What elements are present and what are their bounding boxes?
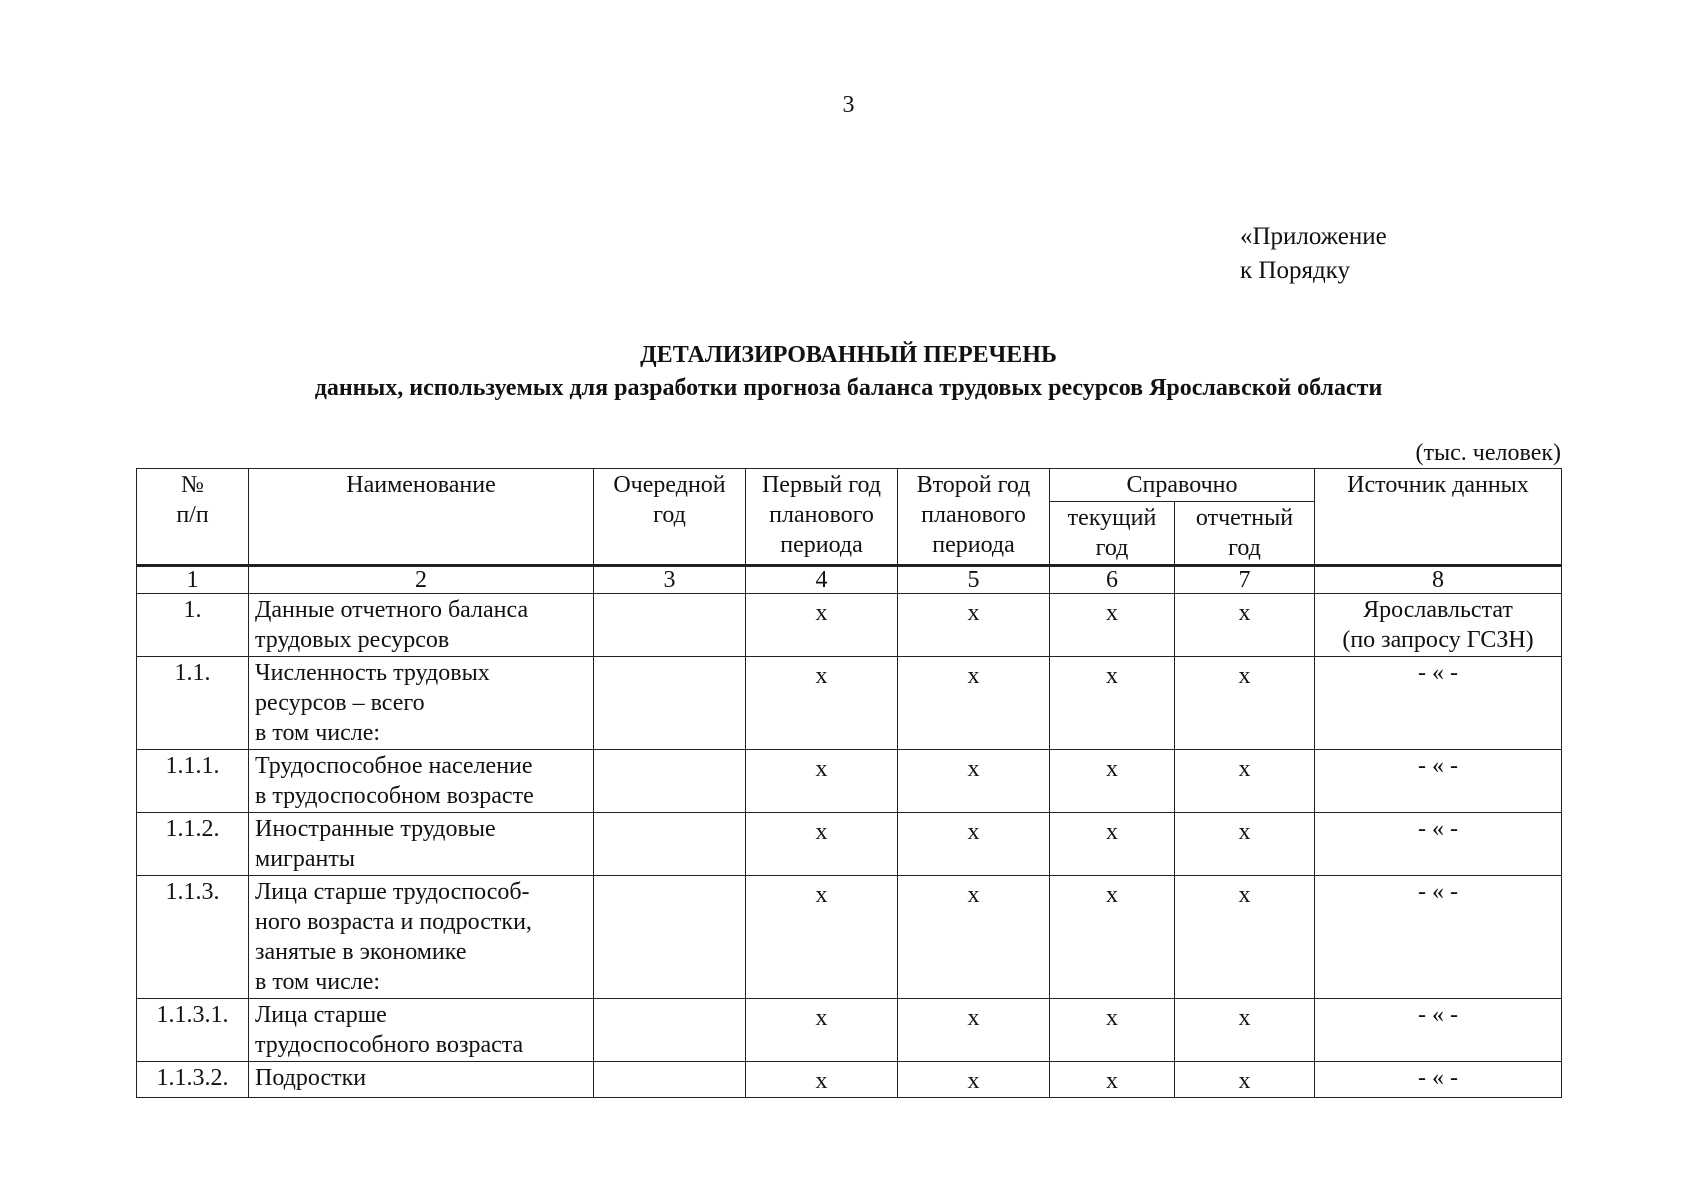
cell-current-year: х [1050, 657, 1175, 750]
cell-first-plan-year: х [746, 999, 898, 1062]
column-number: 5 [898, 566, 1050, 594]
column-number: 3 [594, 566, 746, 594]
header-report-year [1175, 502, 1315, 566]
cell-current-year: х [1050, 999, 1175, 1062]
header-row [137, 469, 1562, 502]
header-next-year-label: Очередной год [613, 472, 726, 528]
cell-first-plan-year: х [746, 1062, 898, 1098]
column-number-row [137, 566, 1562, 594]
table-row [137, 657, 1562, 750]
cell-source: - « - [1315, 876, 1562, 999]
cell-current-year: х [1050, 876, 1175, 999]
document-title: ДЕТАЛИЗИРОВАННЫЙ ПЕРЕЧЕНЬ [640, 342, 1057, 368]
cell-current-year: х [1050, 1062, 1175, 1098]
cell-first-plan-year: х [746, 657, 898, 750]
cell-source: Ярославльстат (по запросу ГСЗН) [1315, 594, 1562, 657]
table-row [137, 876, 1562, 999]
appendix-line-2: к Порядку [1240, 257, 1350, 284]
cell-report-year: х [1175, 876, 1315, 999]
cell-first-plan-year: х [746, 750, 898, 813]
row-number: 1.1.3.1. [137, 999, 249, 1062]
data-list-table [136, 468, 1562, 1098]
row-name: Данные отчетного баланса трудовых ресурсов [249, 594, 594, 657]
header-second-plan-year-label: Второй год планового периода [916, 472, 1031, 558]
header-name [249, 469, 594, 566]
column-number: 8 [1315, 566, 1562, 594]
column-number: 7 [1175, 566, 1315, 594]
cell-report-year: х [1175, 750, 1315, 813]
cell-next-year [594, 750, 746, 813]
header-current-year [1050, 502, 1175, 566]
cell-source: - « - [1315, 1062, 1562, 1098]
cell-second-plan-year: х [898, 999, 1050, 1062]
row-number: 1.1.2. [137, 813, 249, 876]
row-name: Подростки [249, 1062, 594, 1098]
cell-next-year [594, 1062, 746, 1098]
cell-first-plan-year: х [746, 813, 898, 876]
cell-second-plan-year: х [898, 750, 1050, 813]
header-reference-label: Справочно [1126, 472, 1238, 498]
header-num [137, 469, 249, 566]
table-row [137, 1062, 1562, 1098]
column-number: 1 [137, 566, 249, 594]
appendix-reference [1240, 220, 1387, 288]
cell-second-plan-year: х [898, 1062, 1050, 1098]
document-subtitle: данных, используемых для разработки прогноза баланса трудовых ресурсов Ярославской области [314, 375, 1383, 401]
row-name: Лица старше трудоспособ- ного возраста и подростки, занятые в экономике в том числе: [249, 876, 594, 999]
header-second-plan-year [898, 469, 1050, 566]
column-number: 4 [746, 566, 898, 594]
appendix-line-1: «Приложение [1240, 223, 1387, 250]
cell-next-year [594, 999, 746, 1062]
units-label: (тыс. человек) [1415, 440, 1561, 466]
cell-report-year: х [1175, 813, 1315, 876]
cell-report-year: х [1175, 1062, 1315, 1098]
row-number: 1.1.3. [137, 876, 249, 999]
table-row [137, 999, 1562, 1062]
cell-current-year: х [1050, 813, 1175, 876]
table-row [137, 813, 1562, 876]
header-first-plan-year [746, 469, 898, 566]
cell-second-plan-year: х [898, 594, 1050, 657]
cell-source: - « - [1315, 999, 1562, 1062]
cell-report-year: х [1175, 999, 1315, 1062]
column-number: 6 [1050, 566, 1175, 594]
cell-current-year: х [1050, 594, 1175, 657]
cell-source: - « - [1315, 813, 1562, 876]
header-name-label: Наименование [346, 472, 496, 498]
cell-second-plan-year: х [898, 876, 1050, 999]
header-report-year-label: отчетный год [1195, 505, 1294, 561]
header-first-plan-year-label: Первый год планового периода [761, 472, 882, 558]
row-number: 1.1.1. [137, 750, 249, 813]
column-number: 2 [249, 566, 594, 594]
header-source [1315, 469, 1562, 566]
cell-source: - « - [1315, 750, 1562, 813]
cell-next-year [594, 813, 746, 876]
cell-next-year [594, 657, 746, 750]
cell-source: - « - [1315, 657, 1562, 750]
table-row [137, 594, 1562, 657]
row-name: Трудоспособное население в трудоспособном возрасте [249, 750, 594, 813]
cell-second-plan-year: х [898, 813, 1050, 876]
cell-report-year: х [1175, 594, 1315, 657]
cell-next-year [594, 876, 746, 999]
header-source-label: Источник данных [1347, 472, 1529, 498]
cell-second-plan-year: х [898, 657, 1050, 750]
header-current-year-label: текущий год [1067, 505, 1157, 561]
cell-current-year: х [1050, 750, 1175, 813]
row-number: 1. [137, 594, 249, 657]
row-name: Лица старше трудоспособного возраста [249, 999, 594, 1062]
header-next-year [594, 469, 746, 566]
row-name: Иностранные трудовые мигранты [249, 813, 594, 876]
cell-first-plan-year: х [746, 876, 898, 999]
row-number: 1.1. [137, 657, 249, 750]
page-number: 3 [842, 92, 855, 118]
row-name: Численность трудовых ресурсов – всего в том числе: [249, 657, 594, 750]
table-row [137, 750, 1562, 813]
header-num-label: № п/п [176, 472, 209, 528]
cell-next-year [594, 594, 746, 657]
cell-report-year: х [1175, 657, 1315, 750]
header-reference [1050, 469, 1315, 502]
cell-first-plan-year: х [746, 594, 898, 657]
row-number: 1.1.3.2. [137, 1062, 249, 1098]
